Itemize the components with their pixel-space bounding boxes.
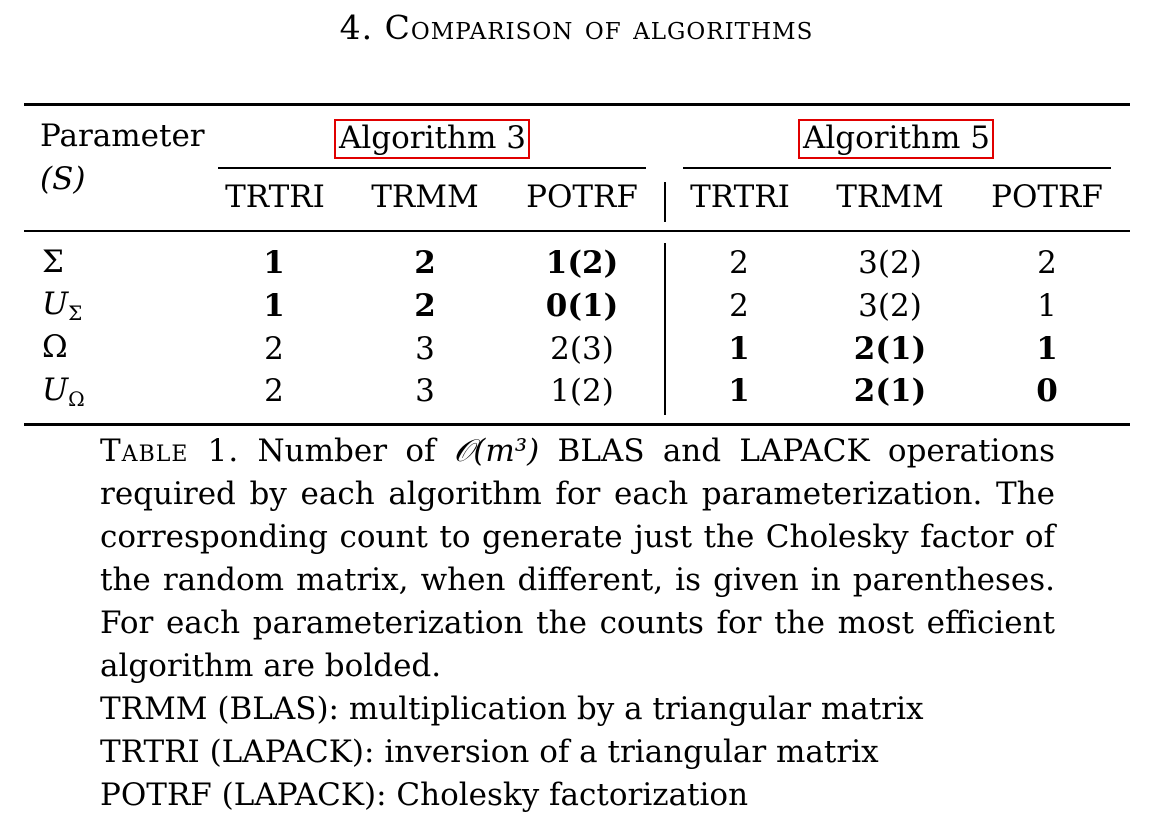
- subheader-potrf-a5: POTRF: [991, 179, 1103, 215]
- table-cell: 2: [264, 331, 284, 367]
- subheader-trtri-a3: TRTRI: [225, 179, 325, 215]
- table-cell: 1(2): [550, 373, 614, 409]
- table-cell: 0: [1036, 373, 1058, 409]
- table-top-rule: [24, 103, 1130, 106]
- subheader-trmm-a5: TRMM: [836, 179, 944, 215]
- subheader-trtri-a5: TRTRI: [690, 179, 790, 215]
- caption-text-pre: Number of: [239, 433, 454, 469]
- table-cell: 2: [729, 288, 749, 324]
- subheader-potrf-a3: POTRF: [526, 179, 638, 215]
- table-cell: 1: [1037, 288, 1057, 324]
- table-cell: 3(2): [858, 245, 922, 281]
- caption-text-post: BLAS and LAPACK operations required by each algorithm for each parameterization. The corresponding count to generate just the Cholesky factor of the random matrix, when different, is given in parentheses. For each parameterization the counts for the most efficient algorithm are bolded.: [100, 433, 1055, 684]
- row-label-u-sigma: $U_\Sigma$: [42, 286, 83, 325]
- table-caption: [100, 430, 1055, 817]
- table-bottom-rule: [24, 423, 1130, 426]
- table-cell: 2: [414, 288, 436, 324]
- table-cell: 2: [264, 373, 284, 409]
- caption-line-trtri: TRTRI (LAPACK): inversion of a triangular matrix: [100, 734, 879, 770]
- column-divider-body: [664, 243, 666, 415]
- table-cell: 1: [1036, 331, 1058, 367]
- table-cell: 2: [1037, 245, 1057, 281]
- caption-math: 𝒪(m³): [453, 433, 540, 469]
- group-rule-algorithm-3: [218, 167, 646, 169]
- section-title: 4. Comparison of algorithms: [339, 8, 814, 47]
- table-cell: 1: [263, 245, 285, 281]
- caption-line-trmm: TRMM (BLAS): multiplication by a triangular matrix: [100, 691, 924, 727]
- table-cell: 0(1): [545, 288, 619, 324]
- caption-line-potrf: POTRF (LAPACK): Cholesky factorization: [100, 777, 749, 813]
- table-cell: 1: [728, 373, 750, 409]
- row-label-u-omega: $U_\Omega$: [42, 372, 85, 411]
- subheader-trmm-a3: TRMM: [371, 179, 479, 215]
- group-rule-algorithm-5: [683, 167, 1111, 169]
- table-cell: 3: [415, 373, 435, 409]
- table-cell: 1(2): [545, 245, 619, 281]
- caption-paragraph: [100, 430, 1055, 688]
- table-cell: 2(1): [853, 331, 927, 367]
- group-header-algorithm-5: Algorithm 5: [798, 119, 994, 159]
- table-mid-rule: [24, 230, 1130, 232]
- table-cell: 3: [415, 331, 435, 367]
- table-cell: 1: [728, 331, 750, 367]
- param-header-line1: Parameter: [40, 118, 205, 154]
- table-cell: 2(1): [853, 373, 927, 409]
- table-cell: 2: [414, 245, 436, 281]
- param-header-line2: (S): [40, 161, 86, 197]
- row-label-omega: Ω: [42, 329, 68, 365]
- table-cell: 2: [729, 245, 749, 281]
- caption-label: Table 1.: [100, 433, 240, 469]
- table-cell: 2(3): [550, 331, 614, 367]
- group-header-algorithm-3: Algorithm 3: [334, 119, 530, 159]
- table-cell: 3(2): [858, 288, 922, 324]
- table-cell: 1: [263, 288, 285, 324]
- column-divider-header: [664, 182, 666, 222]
- row-label-sigma: Σ: [42, 244, 64, 280]
